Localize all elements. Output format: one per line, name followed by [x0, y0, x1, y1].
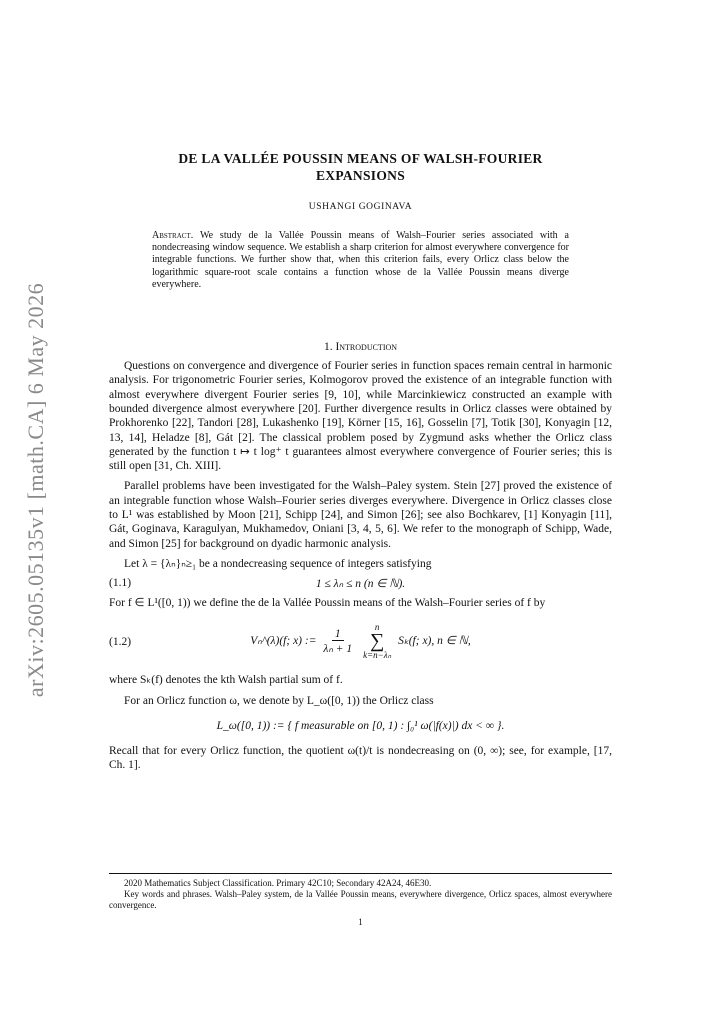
summation: [363, 622, 391, 661]
paper-page: [109, 150, 612, 773]
sum-lower: k=n−λₙ: [363, 650, 392, 661]
fraction: [323, 628, 352, 655]
arxiv-sidebar-stamp: [16, 280, 56, 700]
fraction-denominator: λₙ + 1: [323, 643, 353, 656]
equation-rhs: Sₖ(f; x), n ∈ ℕ,: [398, 635, 471, 648]
abstract-text: We study de la Vallée Poussin means of Walsh–Fourier series associated with a nondecreasing window sequence. We establish a sharp criterion for almost everywhere convergence for integrable functions. We further show that, when this criterion fails, every Orlicz class below the logarithmic square-root scale contains a function whose de la Vallée Poussin means diverge everywhere.: [152, 230, 569, 290]
paragraph-2: Parallel problems have been investigated for the Walsh–Paley system. Stein [27] proved the existence of an integrable function whose Walsh–Fourier series diverges everywhere. Divergence in Orlicz classes close to L¹ was established by Moon [21], Schipp [24], and Simon [26]; see also Bochkarev, [1] Konyagin [11], Gát, Goginava, Karagulyan, Mukhamedov, Oniani [3, 4, 5, 6]. We refer to the monograph of Schipp, Wade, and Simon [25] for background on dyadic harmonic analysis.: [109, 480, 612, 550]
abstract: [152, 230, 569, 291]
paragraph-1: Questions on convergence and divergence of Fourier series in function spaces remain central in harmonic analysis. For trigonometric Fourier series, Kolmogorov proved the existence of an integrable function with almost everywhere divergent Fourier series [9, 10], while Marcinkiewicz constructed an example with bounded divergence almost everywhere [20]. Further divergence results in Orlicz classes were obtained by Prokhorenko [22], Tandori [28], Lukashenko [19], Körner [15, 16], Gosselin [7], Totik [30], Konyagin [12, 13, 14], Heladze [8], Gát [2]. The classical problem posed by Zygmund asks whether the Orlicz class generated by the function t ↦ t log⁺ t guarantees almost everywhere convergence of Fourier series; this is still open [31, Ch. XIII].: [109, 360, 612, 473]
page-number: 1: [358, 917, 363, 927]
paragraph-6: For an Orlicz function ω, we denote by L_ω([0, 1)) the Orlicz class: [124, 694, 434, 707]
footnotes: [109, 873, 612, 911]
fraction-numerator: 1: [332, 628, 344, 641]
equation-body: L_ω([0, 1)) := { f measurable on [0, 1) : ∫₀¹ ω(|f(x)|) dx < ∞ }.: [216, 720, 505, 733]
sum-upper: n: [374, 622, 380, 633]
msc-classification: 2020 Mathematics Subject Classification. Primary 42C10; Secondary 42A24, 46E30.: [124, 878, 432, 888]
equation-lhs: Vₙ^(λ)(f; x) :=: [250, 635, 317, 648]
title-line-2: EXPANSIONS: [315, 168, 406, 183]
section-title: Introduction: [335, 341, 398, 354]
section-number: 1.: [323, 341, 333, 354]
equation-number: (1.1): [109, 577, 132, 590]
title-line-1: DE LA VALLÉE POUSSIN MEANS OF WALSH-FOURIER: [178, 151, 543, 166]
author: USHANGI GOGINAVA: [308, 202, 413, 212]
paper-title: [109, 150, 612, 184]
abstract-label: Abstract.: [152, 230, 194, 241]
orlicz-class-equation: [109, 720, 612, 732]
keywords: Key words and phrases. Walsh–Paley system, de la Vallée Poussin means, everywhere divergence, Orlicz spaces, almost everywhere convergence.: [109, 889, 612, 910]
section-heading: [109, 341, 612, 353]
paragraph-4: For f ∈ L¹([0, 1)) we define the de la Vallée Poussin means of the Walsh–Fourier series of f by: [109, 597, 546, 610]
equation-1-2: [109, 622, 612, 661]
equation-1-1: [109, 576, 612, 590]
sigma-symbol: ∑: [369, 630, 385, 653]
paragraph-7: Recall that for every Orlicz function, the quotient ω(t)/t is nondecreasing on (0, ∞); see, for example, [17, Ch. 1].: [109, 745, 612, 772]
equation-number: (1.2): [109, 635, 132, 648]
arxiv-id: arXiv:2605.05135v1 [math.CA] 6 May 2026: [23, 282, 48, 698]
equation-body: [219, 622, 502, 661]
paragraph-3: Let λ = {λₙ}ₙ≥₁ be a nondecreasing sequence of integers satisfying: [124, 557, 432, 570]
equation-body: 1 ≤ λₙ ≤ n (n ∈ ℕ).: [315, 578, 406, 591]
paragraph-5: where Sₖ(f) denotes the kth Walsh partial sum of f.: [109, 674, 343, 687]
